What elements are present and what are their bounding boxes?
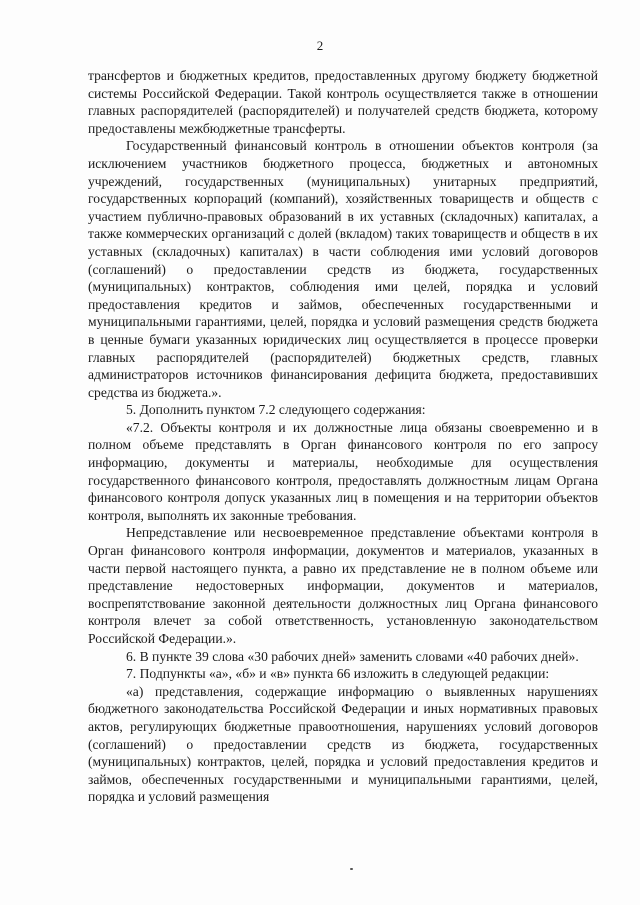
- document-body: [88, 67, 598, 806]
- paragraph-item-7-2: «7.2. Объекты контроля и их должностные лица обязаны своевременно и в полном объеме представлять в Орган финансового контроля по его запросу информацию, документы и материалы, необходимые для осуществления государственного финансового контроля, предоставлять должностным лицам Органа финансового контроля допуск указанных лиц в помещения и на территории объектов контроля, выполнять их законные требования.: [88, 419, 598, 523]
- paragraph-subitem-a: «а) представления, содержащие информацию о выявленных нарушениях бюджетного законодательства Российской Федерации и иных нормативных правовых актов, регулирующих бюджетные правоотношения, нарушениях условий договоров (соглашений) о предоставлении средств из бюджета, государственных (муниципальных) контрактов, целей, порядка и условий предоставления кредитов и займов, обеспеченных государственными и муниципальными гарантиями, целей, порядка и условий размещения: [88, 683, 598, 805]
- paragraph-transfers-continuation: трансфертов и бюджетных кредитов, предоставленных другому бюджету бюджетной системы Российской Федерации. Такой контроль осуществляется также в отношении главных распорядителей (распорядителей) и получателей средств бюджета, которому предоставлены межбюджетные трансферты.: [88, 68, 598, 136]
- paragraph-state-financial-control: Государственный финансовый контроль в отношении объектов контроля (за исключением участников бюджетного процесса, бюджетных и автономных учреждений, государственных (муниципальных) унитарных предприятий, государственных корпораций (компаний), хозяйственных товариществ и обществ с участием публично-правовых образований в их уставных (складочных) капиталах, а также коммерческих организаций с долей (вкладом) таких товариществ и обществ в их уставных (складочных) капиталах) в части соблюдения ими условий договоров (соглашений) о предоставлении средств из бюджета, государственных (муниципальных) контрактов, соблюдения ими целей, порядка и условий предоставления кредитов и займов, обеспеченных государственными и муниципальными гарантиями, целей, порядка и условий размещения средств бюджета в ценные бумаги указанных юридических лиц осуществляется в процессе проверки главных распорядителей (распорядителей) бюджетных средств, главных администраторов источников финансирования дефицита бюджета, предоставивших средства из бюджета.».: [88, 138, 598, 400]
- page-number: 2: [316, 38, 324, 53]
- paragraph-item-6: 6. В пункте 39 слова «30 рабочих дней» заменить словами «40 рабочих дней».: [126, 648, 579, 664]
- paragraph-item-7: 7. Подпункты «а», «б» и «в» пункта 66 изложить в следующей редакции:: [126, 666, 550, 682]
- paragraph-item-5: 5. Дополнить пунктом 7.2 следующего содержания:: [126, 402, 426, 418]
- paragraph-non-submission: Непредставление или несвоевременное представление объектами контроля в Орган финансового контроля информации, документов и материалов, указанных в части первой настоящего пункта, а равно их представление не в полном объеме или представление недостоверных информации, документов и материалов, воспрепятствование законной деятельности должностных лиц Органа финансового контроля влечет за собой ответственность, установленную законодательством Российской Федерации.».: [88, 525, 598, 646]
- scan-speck: [350, 868, 353, 870]
